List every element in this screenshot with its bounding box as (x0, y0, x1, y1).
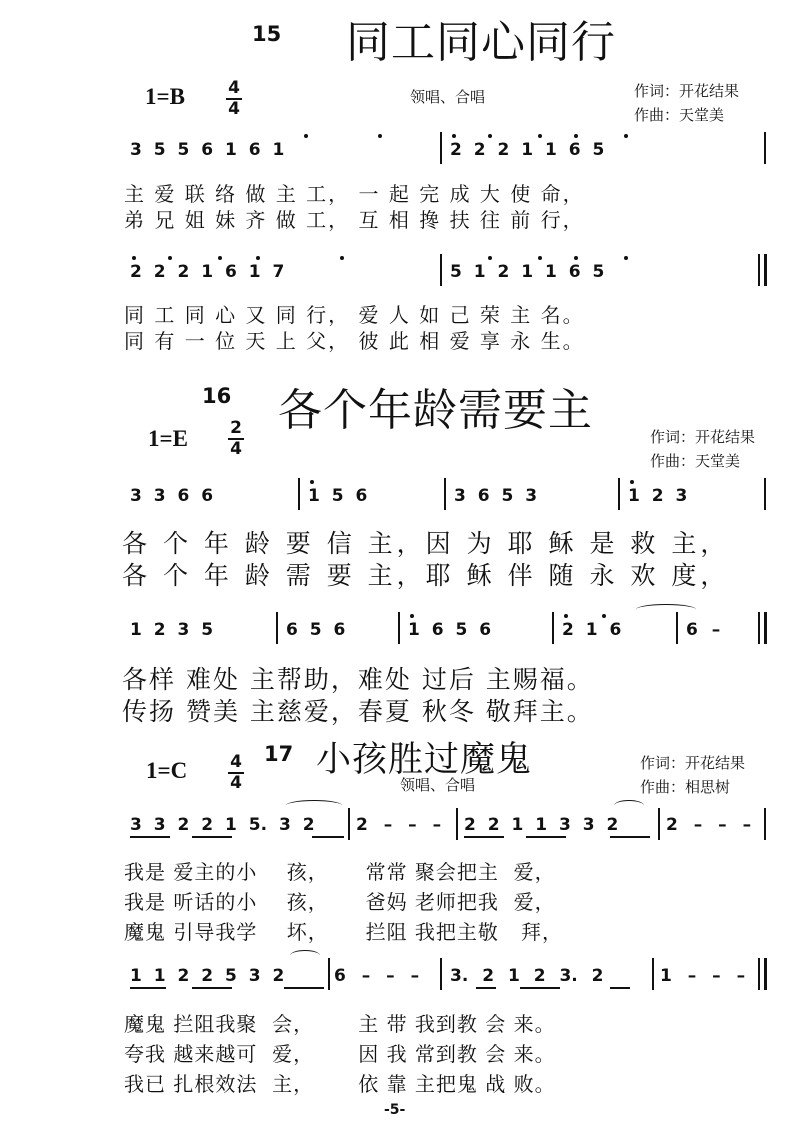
lyricist-credit: 作词：开花结果 (650, 428, 756, 446)
beat-underline (464, 836, 504, 838)
lyric-line: 传扬 赞美 主慈爱，春夏 秋冬 敬拜主。 (122, 697, 594, 726)
meter-top: 4 (228, 78, 240, 98)
meter-bottom: 4 (230, 439, 242, 459)
final-barline (758, 254, 760, 286)
notation-measure: 2 1 6 (562, 620, 622, 640)
barline (298, 478, 300, 510)
song-title: 同工同心同行 (346, 17, 616, 68)
performance-note: 领唱、合唱 (410, 88, 486, 106)
lyric-line: 魔鬼 拦阻我聚 会， 主 带 我到教 会 来。 (124, 1012, 556, 1036)
time-signature (228, 420, 244, 458)
tie-slur (614, 800, 644, 811)
beat-underline (312, 836, 344, 838)
high-octave-dot (256, 256, 260, 260)
barline (348, 808, 350, 840)
tie-slur (636, 604, 696, 615)
final-barline (758, 612, 760, 644)
song-title: 各个年龄需要主 (278, 385, 593, 436)
song-title: 小孩胜过魔鬼 (316, 740, 533, 780)
notation-measure: 6 – (686, 620, 721, 640)
composer-credit: 作曲：天堂美 (650, 452, 741, 470)
high-octave-dot (340, 256, 344, 260)
lyric-line: 夸我 越来越可 爱， 因 我 常到教 会 来。 (124, 1042, 556, 1066)
tie-slur (286, 800, 342, 811)
notation-measure: 3 5 5 6 1 6 1 (130, 140, 285, 160)
song-number: 17 (264, 742, 294, 766)
barline (456, 808, 458, 840)
notation-measure: 2 2 1 1 3 3 2 (464, 815, 619, 835)
barline (676, 612, 678, 644)
lyric-line: 同 有 一 位 天 上 父， 彼 此 相 爱 享 永 生。 (124, 329, 585, 353)
beat-underline (610, 836, 650, 838)
meter-bottom: 4 (228, 99, 240, 119)
lyricist-credit: 作词：开花结果 (640, 754, 746, 772)
meter-top: 2 (230, 418, 242, 438)
barline (618, 478, 620, 510)
final-barline (764, 254, 767, 286)
high-octave-dot (564, 614, 568, 618)
key-signature: 1=C (146, 758, 188, 783)
high-octave-dot (538, 134, 542, 138)
lyric-line: 我是 听话的小 孩， 爸妈 老师把我 爱， (124, 890, 556, 914)
meter-top: 4 (230, 752, 242, 772)
high-octave-dot (624, 134, 628, 138)
barline (764, 132, 766, 164)
notation-measure: 3 6 5 3 (454, 486, 538, 506)
notation-measure: 3 3 6 6 (130, 486, 214, 506)
high-octave-dot (624, 256, 628, 260)
high-octave-dot (630, 480, 634, 484)
lyric-line: 同 工 同 心 又 同 行， 爱 人 如 己 荣 主 名。 (124, 303, 585, 327)
notation-measure: 2 – – – (356, 815, 442, 835)
meter-bottom: 4 (230, 773, 242, 793)
barline (658, 808, 660, 840)
high-octave-dot (218, 256, 222, 260)
beat-underline (284, 987, 324, 989)
lyric-line: 各 个 年 龄 需 要 主，耶 稣 伴 随 永 欢 度， (122, 561, 730, 590)
high-octave-dot (538, 256, 542, 260)
barline (398, 612, 400, 644)
barline (764, 478, 766, 510)
barline (764, 808, 766, 840)
notation-measure: 3 3 2 2 1 5. 3 2 (130, 815, 315, 835)
high-octave-dot (488, 256, 492, 260)
beat-underline (192, 987, 232, 989)
lyric-line: 弟 兄 姐 妹 齐 做 工， 互 相 搀 扶 往 前 行， (124, 208, 585, 232)
notation-measure: 1 – – – (660, 966, 746, 986)
high-octave-dot (574, 256, 578, 260)
notation-measure: 1 2 3 5 (130, 620, 214, 640)
notation-measure: 3. 2 1 2 3. 2 (450, 966, 604, 986)
high-octave-dot (378, 134, 382, 138)
final-barline (764, 612, 767, 644)
tie-slur (290, 950, 320, 961)
notation-measure: 2 – – – (666, 815, 752, 835)
notation-measure: 2 2 2 1 6 1 7 (130, 262, 285, 282)
barline (444, 478, 446, 510)
barline (652, 958, 654, 990)
notation-measure: 1 5 6 (308, 486, 368, 506)
high-octave-dot (410, 614, 414, 618)
notation-measure: 5 1 2 1 1 6 5 (450, 262, 605, 282)
page-number: -5- (384, 1102, 406, 1118)
time-signature (226, 80, 242, 118)
notation-measure: 1 6 5 6 (408, 620, 492, 640)
final-barline (758, 958, 760, 990)
beat-underline (526, 836, 566, 838)
final-barline (764, 958, 767, 990)
high-octave-dot (310, 480, 314, 484)
performance-note: 领唱、合唱 (400, 776, 476, 794)
notation-measure: 1 1 2 2 5 3 2 (130, 966, 285, 986)
high-octave-dot (132, 256, 136, 260)
composer-credit: 作曲：天堂美 (634, 106, 725, 124)
high-octave-dot (452, 134, 456, 138)
barline (440, 254, 442, 286)
beat-underline (130, 987, 166, 989)
barline (276, 612, 278, 644)
beat-underline (130, 836, 170, 838)
barline (440, 958, 442, 990)
lyric-line: 各样 难处 主帮助，难处 过后 主赐福。 (122, 665, 594, 694)
lyric-line: 我是 爱主的小 孩， 常常 聚会把主 爱， (124, 860, 556, 884)
beat-underline (192, 836, 232, 838)
lyric-line: 我已 扎根效法 主， 依 靠 主把鬼 战 败。 (124, 1072, 556, 1096)
key-signature: 1=B (145, 84, 185, 109)
notation-measure: 6 – – – (334, 966, 420, 986)
high-octave-dot (602, 614, 606, 618)
beat-underline (610, 987, 630, 989)
high-octave-dot (488, 134, 492, 138)
beat-underline (520, 987, 560, 989)
lyric-line: 魔鬼 引导我学 坏， 拦阻 我把主敬 拜， (124, 920, 564, 944)
lyricist-credit: 作词：开花结果 (634, 82, 740, 100)
notation-measure: 1 2 3 (628, 486, 688, 506)
high-octave-dot (304, 134, 308, 138)
beat-underline (476, 987, 496, 989)
high-octave-dot (168, 256, 172, 260)
barline (440, 132, 442, 164)
song-number: 16 (202, 384, 232, 408)
barline (328, 958, 330, 990)
notation-measure: 2 2 2 1 1 6 5 (450, 140, 605, 160)
lyric-line: 各 个 年 龄 要 信 主，因 为 耶 稣 是 救 主， (122, 529, 730, 558)
time-signature (228, 754, 244, 792)
song-number: 15 (252, 22, 282, 46)
lyric-line: 主 爱 联 络 做 主 工， 一 起 完 成 大 使 命， (124, 182, 585, 206)
composer-credit: 作曲：相思树 (640, 778, 731, 796)
barline (552, 612, 554, 644)
key-signature: 1=E (148, 426, 188, 451)
high-octave-dot (574, 134, 578, 138)
notation-measure: 6 5 6 (286, 620, 346, 640)
